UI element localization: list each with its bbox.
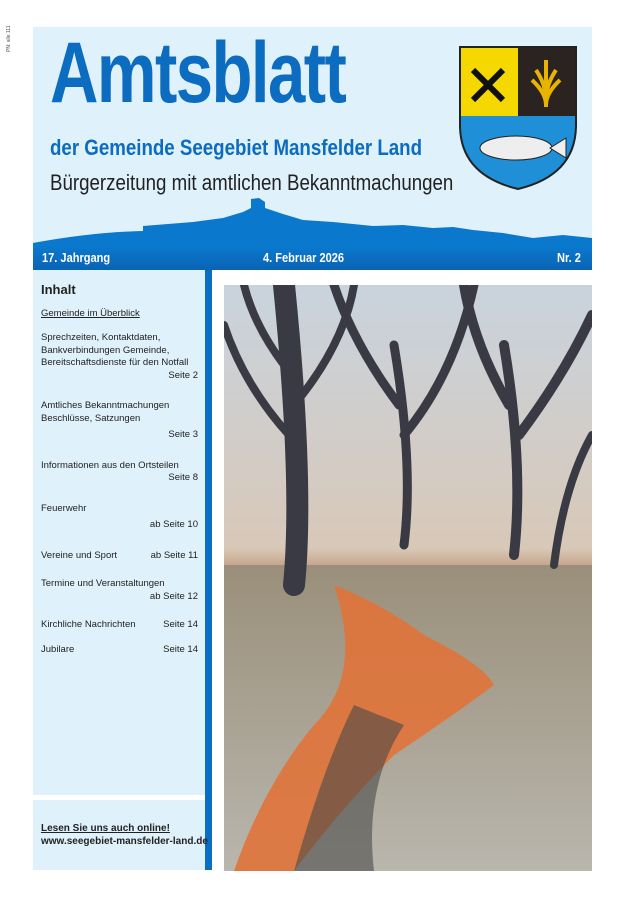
online-heading: Lesen Sie uns auch online! bbox=[41, 823, 170, 834]
toc-entry-title: Vereine und Sport bbox=[41, 549, 118, 561]
toc-entry-page: ab Seite 12 bbox=[149, 590, 198, 602]
toc-entry-page: Seite 14 bbox=[163, 619, 198, 630]
table-of-contents bbox=[41, 284, 198, 666]
toc-entry-title: Informationen aus den Ortsteilen bbox=[41, 459, 179, 471]
coat-of-arms-icon bbox=[458, 45, 578, 191]
toc-entry-page: Seite 14 bbox=[163, 643, 198, 655]
toc-entry[interactable] bbox=[41, 644, 198, 657]
online-box bbox=[41, 822, 208, 848]
toc-heading: Inhalt bbox=[41, 282, 76, 297]
issue-date: 4. Februar 2026 bbox=[263, 250, 345, 265]
toc-entry[interactable] bbox=[41, 460, 198, 485]
toc-entry-page: Seite 8 bbox=[168, 472, 198, 483]
toc-entry-title: Kirchliche Nachrichten bbox=[41, 619, 136, 630]
issue-number: Nr. 2 bbox=[557, 250, 581, 265]
toc-entry-title: Sprechzeiten, Kontaktdaten, Bankverbindungen Gemeinde, Bereitschaftsdienste für den Notfall bbox=[41, 332, 189, 368]
volume: 17. Jahrgang bbox=[42, 250, 111, 265]
toc-entry-page: Seite 3 bbox=[168, 429, 198, 440]
masthead-tagline: Bürgerzeitung mit amtlichen Bekanntmachungen bbox=[50, 170, 454, 195]
issue-band bbox=[33, 244, 592, 270]
masthead-title: Amtsblatt bbox=[50, 25, 346, 121]
cover-photo bbox=[224, 285, 592, 871]
toc-entry-page: ab Seite 11 bbox=[150, 549, 198, 561]
toc-entry[interactable] bbox=[41, 578, 198, 603]
column-divider bbox=[205, 270, 212, 870]
toc-entry[interactable] bbox=[41, 619, 198, 632]
toc-entry-page: ab Seite 10 bbox=[149, 519, 198, 530]
website-link[interactable]: www.seegebiet-mansfelder-land.de bbox=[41, 836, 208, 847]
masthead-subtitle: der Gemeinde Seegebiet Mansfelder Land bbox=[50, 135, 423, 160]
toc-entry-title: Amtliches Bekanntmachungen Beschlüsse, Satzungen bbox=[41, 400, 170, 424]
toc-entry[interactable] bbox=[41, 400, 198, 442]
divider bbox=[33, 795, 205, 800]
side-note: PN: alle 111 bbox=[6, 25, 12, 52]
toc-entry-title: Termine und Veranstaltungen bbox=[41, 578, 165, 589]
toc-entry[interactable] bbox=[41, 550, 198, 563]
toc-section[interactable]: Gemeinde im Überblick bbox=[41, 307, 140, 319]
town-skyline bbox=[33, 198, 592, 245]
toc-entry[interactable] bbox=[41, 332, 198, 382]
toc-entry-page: Seite 2 bbox=[168, 369, 198, 381]
toc-entry-title: Feuerwehr bbox=[41, 502, 87, 514]
toc-entry[interactable] bbox=[41, 503, 198, 532]
toc-entry-title: Jubilare bbox=[41, 643, 75, 655]
